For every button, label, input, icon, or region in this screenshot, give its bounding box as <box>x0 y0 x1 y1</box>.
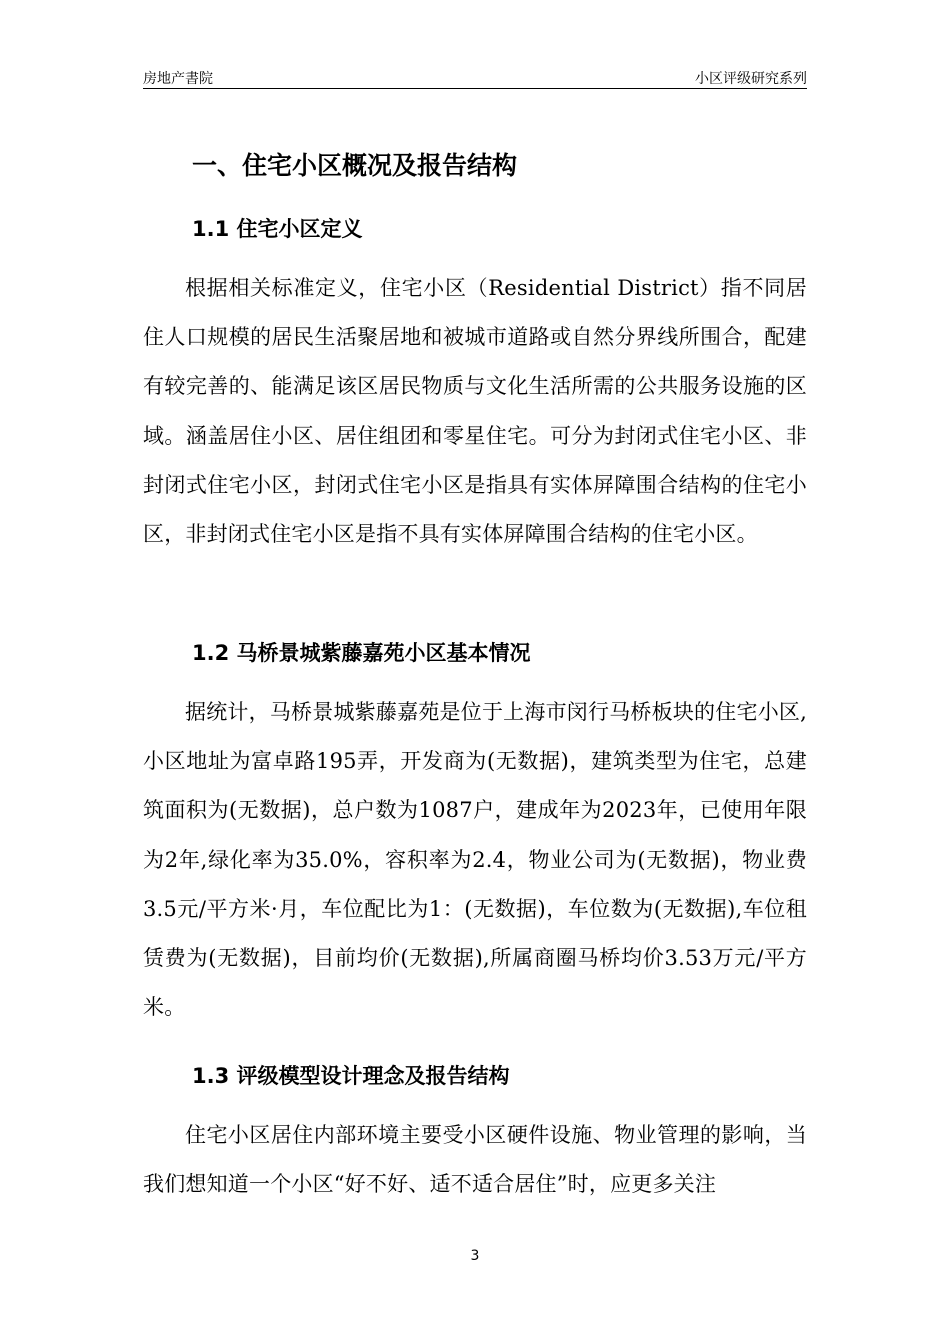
header-series: 小区评级研究系列 <box>695 71 807 87</box>
chapter-title: 一、住宅小区概况及报告结构 <box>192 151 518 180</box>
page-header <box>143 66 807 89</box>
section-paragraph-1-1: 根据相关标准定义，住宅小区（Residential District）指不同居住人口规模的居民生活聚居地和被城市道路或自然分界线所围合，配建有较完善的、能满足该区居民物质与文化生活所需的公共服务设施的区域。涵盖居住小区、居住组团和零星住宅。可分为封闭式住宅小区、非封闭式住宅小区，封闭式住宅小区是指具有实体屏障围合结构的住宅小区，非封闭式住宅小区是指不具有实体屏障围合结构的住宅小区。 <box>143 276 807 547</box>
section-title-1-1: 1.1 住宅小区定义 <box>192 217 363 241</box>
section-title-1-2: 1.2 马桥景城紫藤嘉苑小区基本情况 <box>192 641 531 665</box>
section-paragraph-1-2: 据统计，马桥景城紫藤嘉苑是位于上海市闵行马桥板块的住宅小区,小区地址为富卓路195弄，开发商为(无数据)，建筑类型为住宅，总建筑面积为(无数据)，总户数为1087户，建成年为2023年，已使用年限为2年,绿化率为35.0%，容积率为2.4，物业公司为(无数据)，物业费3.5元/平方米·月，车位配比为1：(无数据)，车位数为(无数据),车位租赁费为(无数据)，目前均价(无数据),所属商圈马桥均价3.53万元/平方米。 <box>143 700 807 1020</box>
page-number: 3 <box>470 1248 480 1264</box>
header-publisher: 房地产書院 <box>143 71 213 87</box>
section-paragraph-1-3: 住宅小区居住内部环境主要受小区硬件设施、物业管理的影响，当我们想知道一个小区“好不好、适不适合居住”时，应更多关注 <box>143 1123 807 1197</box>
section-title-1-3: 1.3 评级模型设计理念及报告结构 <box>192 1064 510 1088</box>
